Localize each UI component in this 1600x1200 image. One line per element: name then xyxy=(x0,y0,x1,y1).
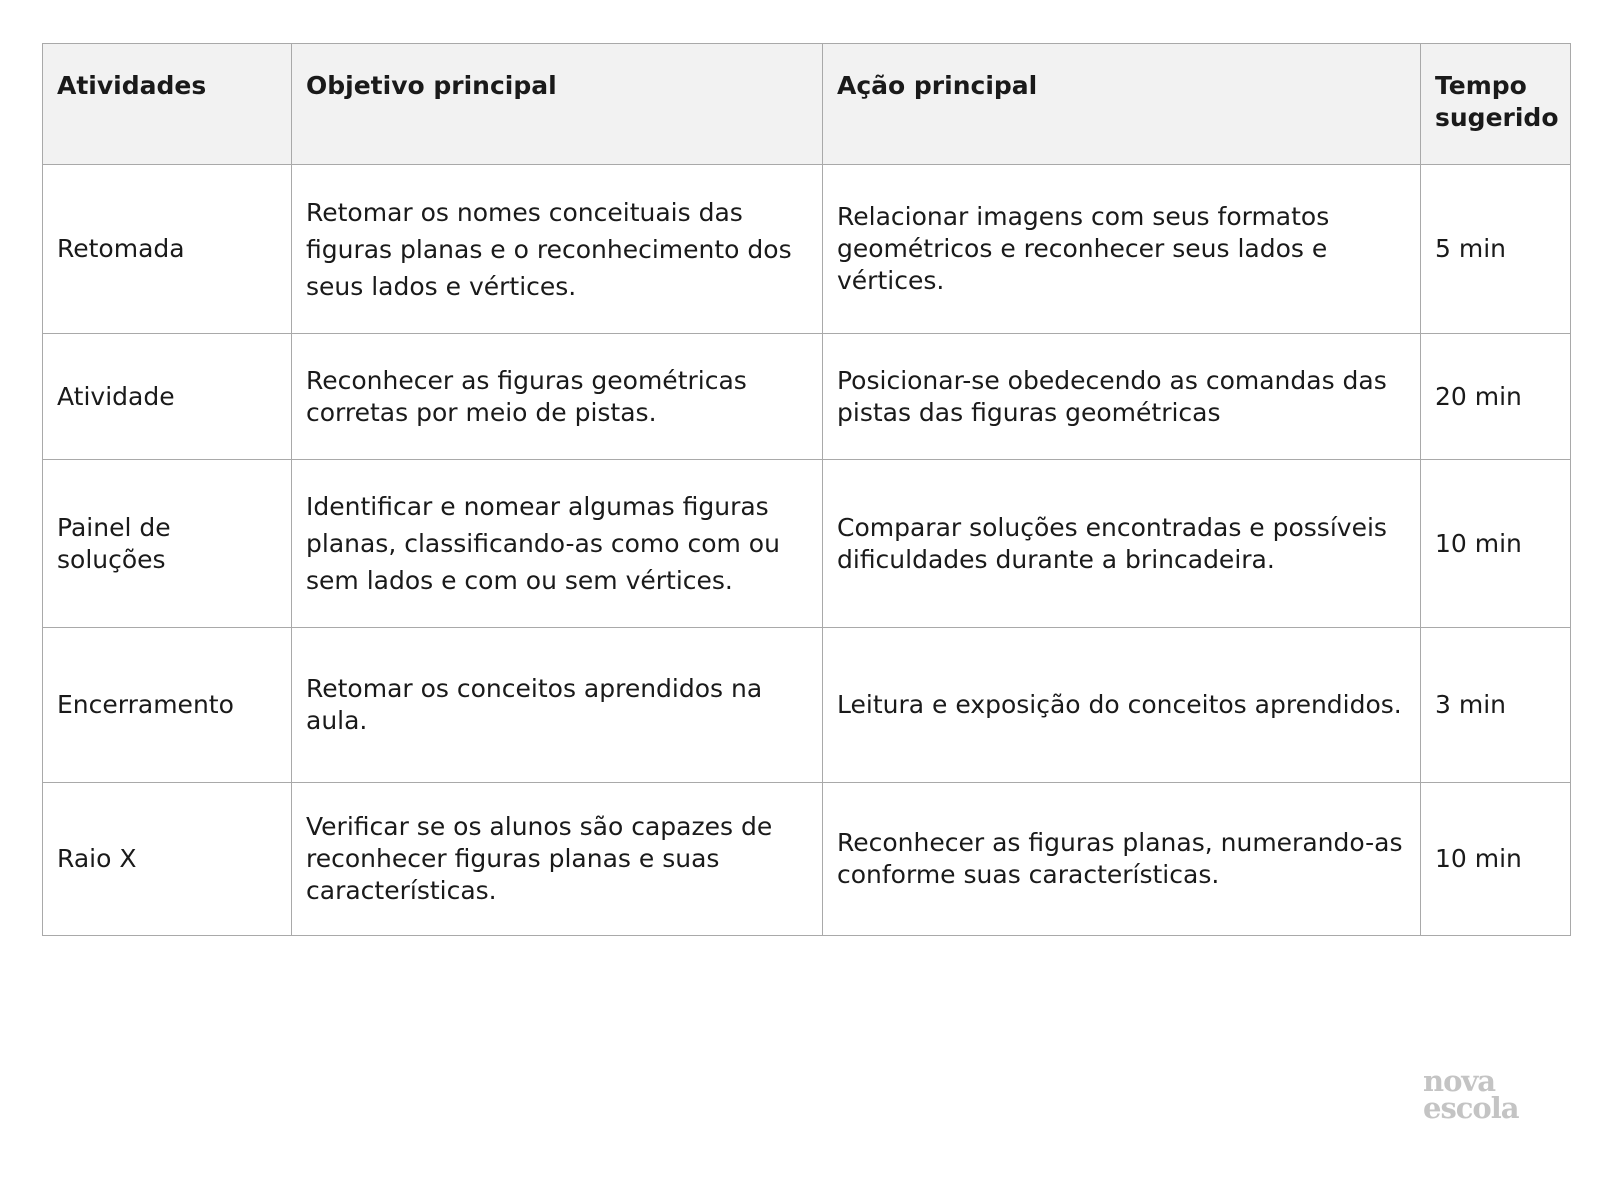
cell-objetivo: Verificar se os alunos são capazes de reconhecer figuras planas e suas características. xyxy=(292,783,823,936)
cell-objetivo: Identificar e nomear algumas figuras planas, classificando-as como com ou sem lados e com ou sem vértices. xyxy=(292,460,823,628)
header-objetivo: Objetivo principal xyxy=(292,44,823,165)
cell-objetivo: Retomar os nomes conceituais das figuras planas e o reconhecimento dos seus lados e vértices. xyxy=(292,165,823,334)
lesson-plan-table xyxy=(42,43,1571,936)
table-row xyxy=(43,783,1571,936)
header-acao: Ação principal xyxy=(823,44,1421,165)
table-row xyxy=(43,460,1571,628)
table-row xyxy=(43,334,1571,460)
cell-acao: Relacionar imagens com seus formatos geométricos e reconhecer seus lados e vértices. xyxy=(823,165,1421,334)
cell-acao: Leitura e exposição do conceitos aprendidos. xyxy=(823,628,1421,783)
cell-acao: Reconhecer as figuras planas, numerando-as conforme suas características. xyxy=(823,783,1421,936)
cell-atividade: Encerramento xyxy=(43,628,292,783)
cell-objetivo: Retomar os conceitos aprendidos na aula. xyxy=(292,628,823,783)
cell-tempo: 10 min xyxy=(1421,460,1571,628)
cell-atividade: Painel de soluções xyxy=(43,460,292,628)
cell-atividade: Atividade xyxy=(43,334,292,460)
cell-acao: Comparar soluções encontradas e possíveis dificuldades durante a brincadeira. xyxy=(823,460,1421,628)
table-row xyxy=(43,628,1571,783)
cell-atividade: Raio X xyxy=(43,783,292,936)
table-header xyxy=(43,44,1571,165)
cell-acao: Posicionar-se obedecendo as comandas das pistas das figuras geométricas xyxy=(823,334,1421,460)
table-body xyxy=(43,165,1571,936)
header-atividades: Atividades xyxy=(43,44,292,165)
nova-escola-logo xyxy=(1423,1064,1543,1125)
logo-line-nova: nova xyxy=(1423,1064,1496,1098)
cell-tempo: 3 min xyxy=(1421,628,1571,783)
cell-atividade: Retomada xyxy=(43,165,292,334)
table-row xyxy=(43,165,1571,334)
cell-tempo: 5 min xyxy=(1421,165,1571,334)
logo-line-escola: escola xyxy=(1423,1091,1519,1125)
cell-tempo: 10 min xyxy=(1421,783,1571,936)
cell-objetivo: Reconhecer as figuras geométricas corretas por meio de pistas. xyxy=(292,334,823,460)
header-tempo: Tempo sugerido xyxy=(1421,44,1571,165)
header-row xyxy=(43,44,1571,165)
cell-tempo: 20 min xyxy=(1421,334,1571,460)
